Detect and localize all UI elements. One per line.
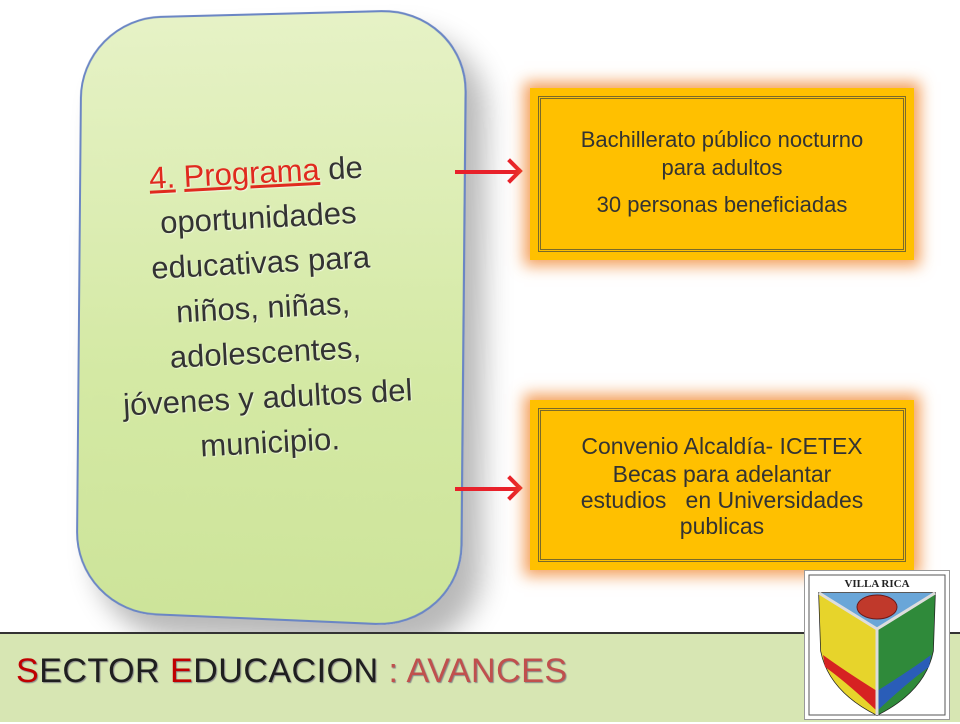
program-line7: municipio. (199, 421, 341, 464)
footer-s1: S (16, 652, 40, 690)
program-line3: educativas para (150, 239, 371, 286)
info-box-bachillerato (530, 88, 914, 260)
shield-icon (805, 571, 949, 719)
program-line4: niños, niñas, (175, 285, 351, 330)
arrow-to-box1 (455, 170, 517, 174)
program-line1-rest: de (327, 149, 364, 187)
box2-line1: Convenio Alcaldía- ICETEX (581, 433, 863, 459)
footer-rest: AVANCES (406, 652, 568, 690)
box2-line4: publicas (679, 513, 765, 539)
box1-line3: 30 personas beneficiadas (596, 192, 848, 217)
info-box-icetex (530, 400, 914, 570)
box2-line2: Becas para adelantar (612, 461, 832, 487)
program-word: Programa (182, 151, 321, 194)
program-line5: adolescentes, (168, 329, 362, 375)
footer-s2: E (170, 652, 194, 690)
box1-line1: Bachillerato público nocturno (580, 127, 864, 152)
box2-line3: estudios en Universidades (580, 487, 864, 513)
arrow-to-box2 (455, 487, 517, 491)
program-line6: jóvenes y adultos del (122, 372, 414, 423)
footer-title (16, 652, 568, 691)
villa-rica-logo (804, 570, 950, 720)
program-line2: oportunidades (159, 195, 358, 241)
box1-line2: para adultos (661, 155, 783, 180)
footer-colon: : (388, 652, 407, 690)
program-number: 4. (148, 159, 176, 196)
footer-r2: DUCACION (193, 652, 389, 690)
program-title (90, 142, 436, 474)
logo-title: VILLA RICA (844, 578, 910, 590)
footer-r1: ECTOR (39, 652, 171, 690)
